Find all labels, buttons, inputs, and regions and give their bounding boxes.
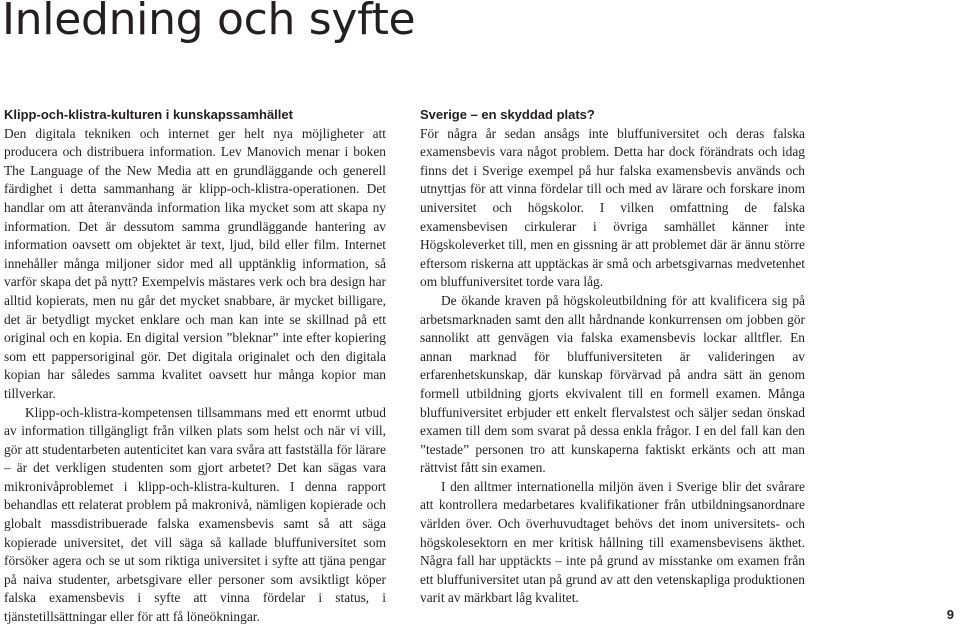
page-number: 9 — [946, 607, 954, 622]
section-heading-left: Klipp-och-klistra-kulturen i kunskapssamhället — [4, 107, 293, 122]
page-title: Inledning och syfte — [2, 0, 416, 45]
section-heading-right: Sverige – en skyddad plats? — [420, 107, 595, 122]
left-column — [4, 106, 386, 627]
paragraph: För några år sedan ansågs inte bluffuniversitet och deras falska examensbevis vara något problem. Detta har dock förändrats och idag finns det i Sverige exempel på hur falska examensbevis används och utnyttjas för att vinna fördelar till och med av lärare och forskare inom universitet och högskolor. I vilken omfattning de falska examensbevisen cirkulerar i övriga samhället känner inte Högskoleverket till, men en gissning är att problemet där är ännu större eftersom riskerna att upptäckas är små och arbetsgivarnas medvetenhet om bluffuniversitet torde vara låg. — [420, 125, 805, 290]
paragraph: I den alltmer internationella miljön även i Sverige blir det svårare att kontrollera medarbetares kvalifikationer från utbildningsanordnare världen över. Och överhuvudtaget behövs det inom universitets- och högskolesektorn en mer kritisk hållning till examensbevisens äkthet. Några fall har upptäckts – inte på grund av misstanke om examen från ett bluffuniversitet utan på grund av att den vetenskapliga produktionen varit av märkbart låg kvalitet. — [420, 478, 805, 606]
right-column — [420, 106, 805, 608]
paragraph: Klipp-och-klistra-kompetensen tillsammans med ett enormt utbud av information tillgängligt från vilken plats som helst och när vi vill, gör att studentarbeten autenticitet kan vara svåra att fastställa för lärare – är det verkligen studenten som gjort arbetet? Det kan sägas vara mikronivåproblemet i klipp-och-klistra-kulturen. I denna rapport behandlas ett relaterat problem på makronivå, nämligen kopierade och globalt massdistribuerade falska examensbevis samt så att säga kopierade universitet, det vill säga så kallade bluffuniversitet som försöker agera och se ut som riktiga universitet i syfte att tjäna pengar på naiva studenter, arbetsgivare eller personer som avsiktligt köper falska examensbevis i syfte att vinna fördelar i status, i tjänstetillsättningar eller för att få löneökningar. — [4, 404, 386, 625]
paragraph: De ökande kraven på högskoleutbildning för att kvalificera sig på arbetsmarknaden samt den allt hårdnande konkurrensen om jobben gör sannolikt att genvägen via falska examensbevis lockar alltfler. En annan marknad för bluffuniversiteten är valideringen av erfarenhetskunskap, där kunskap förvärvad på andra sätt än genom formell utbildning gjorts ekvivalent till en formell examen. Många bluffuniversitet erbjuder ett enkelt flervalstest och säljer sedan önskad examen till dem som svarat på dessa enkla frågor. I en del fall kan den ”testade” personen tro att kunskaperna faktiskt erkänts och att man rättvist fått sin examen. — [420, 292, 805, 476]
paragraph: Den digitala tekniken och internet ger helt nya möjligheter att producera och distribuera information. Lev Manovich menar i boken The Language of the New Media att en grundläggande och generell färdighet i detta sammanhang är klipp-och-klistra-operationen. Det handlar om att återanvända information lika mycket som att skapa ny information. Det är dessutom samma grundläggande hantering av information oavsett om objektet är text, ljud, bild eller film. Internet innehåller många miljoner sidor med all upptänklig information, så varför skapa det på nytt? Exempelvis mästares verk och bra design har alltid kopierats, men nu går det mycket snabbare, är mycket billigare, det är betydligt mycket enklare och man kan inte se skillnad på ett original och en kopia. En digital version ”bleknar” inte efter kopiering som ett pappersoriginal gör. Det digitala originalet och den digitala kopian har således samma kvalitet oavsett hur många kopior man tillverkar. — [4, 125, 386, 401]
